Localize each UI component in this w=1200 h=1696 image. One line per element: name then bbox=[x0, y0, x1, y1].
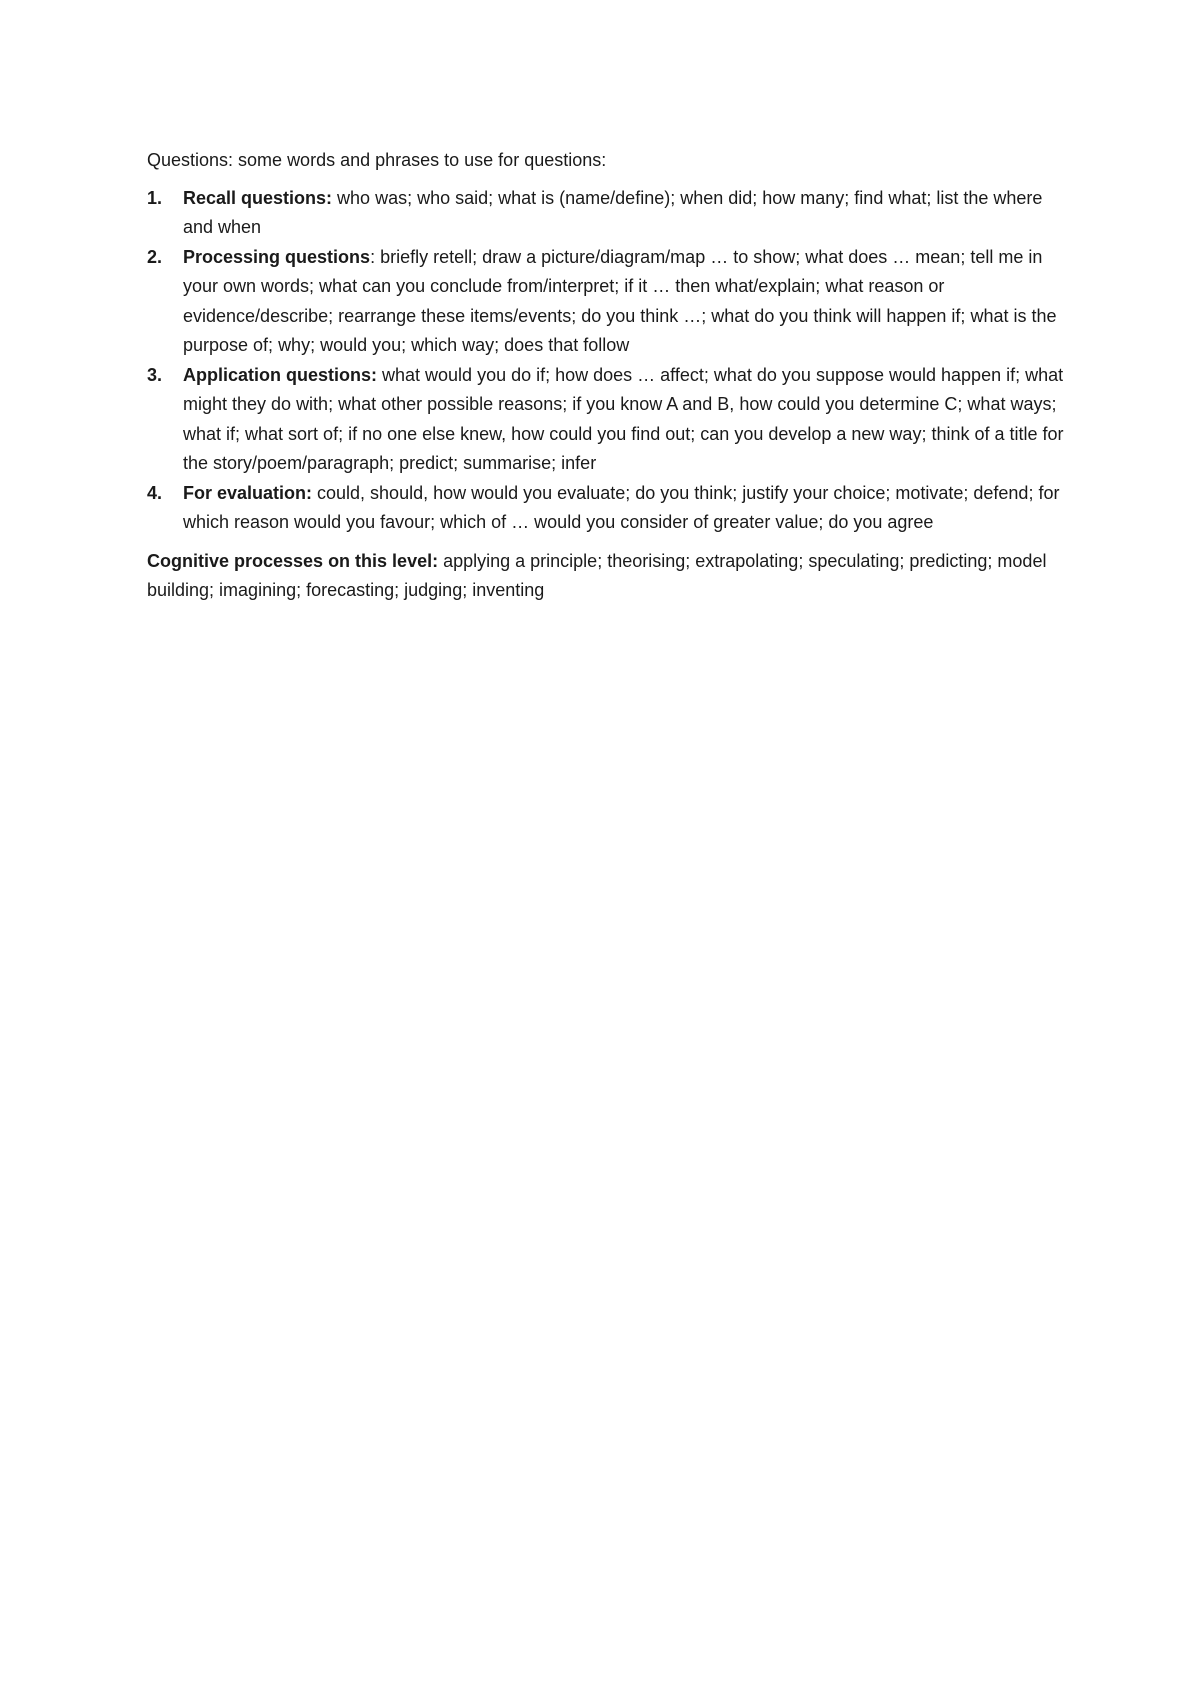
list-item-number: 4. bbox=[147, 482, 163, 503]
cognitive-processes-term: Cognitive processes on this level: bbox=[147, 550, 439, 571]
list-item-text: : briefly retell; draw a picture/diagram/map … to show; what does … mean; tell me in your own words; what can you conclude from/interpret; if it … then what/explain; what reason or evidence/describe; rearrange these items/events; do you think …; what do you think will happen if; what is the purpose of; why; would you; which way; does that follow bbox=[183, 246, 1057, 355]
list-item-term: Processing questions bbox=[183, 246, 371, 267]
list-item-text: what would you do if; how does … affect; what do you suppose would happen if; what might they do with; what other possible reasons; if you know A and B, how could you determine C; what ways; what if; what sort of; if no one else knew, how could you find out; can you develop a new way; think of a title for the story/poem/paragraph; predict; summarise; infer bbox=[183, 364, 1064, 473]
list-item-recall bbox=[147, 184, 1072, 243]
document-body bbox=[147, 146, 1072, 606]
list-item-application bbox=[147, 361, 1072, 479]
list-item-term: Application questions: bbox=[183, 364, 378, 385]
list-item-processing bbox=[147, 243, 1072, 361]
list-item-number: 1. bbox=[147, 187, 163, 208]
list-item-term: For evaluation: bbox=[183, 482, 313, 503]
cognitive-processes-paragraph bbox=[147, 547, 1072, 606]
cognitive-processes-text: applying a principle; theorising; extrapolating; speculating; predicting; model building; imagining; forecasting; judging; inventing bbox=[147, 550, 1047, 600]
intro-paragraph: Questions: some words and phrases to use for questions: bbox=[147, 150, 607, 170]
list-item-text: could, should, how would you evaluate; do you think; justify your choice; motivate; defend; for which reason would you favour; which of … would you consider of greater value; do you agree bbox=[183, 482, 1060, 532]
question-types-list bbox=[147, 184, 1072, 538]
list-item-evaluation bbox=[147, 479, 1072, 538]
list-item-term: Recall questions: bbox=[183, 187, 333, 208]
list-item-number: 2. bbox=[147, 246, 163, 267]
list-item-text: who was; who said; what is (name/define); when did; how many; find what; list the where and when bbox=[183, 187, 1043, 237]
list-item-number: 3. bbox=[147, 364, 163, 385]
